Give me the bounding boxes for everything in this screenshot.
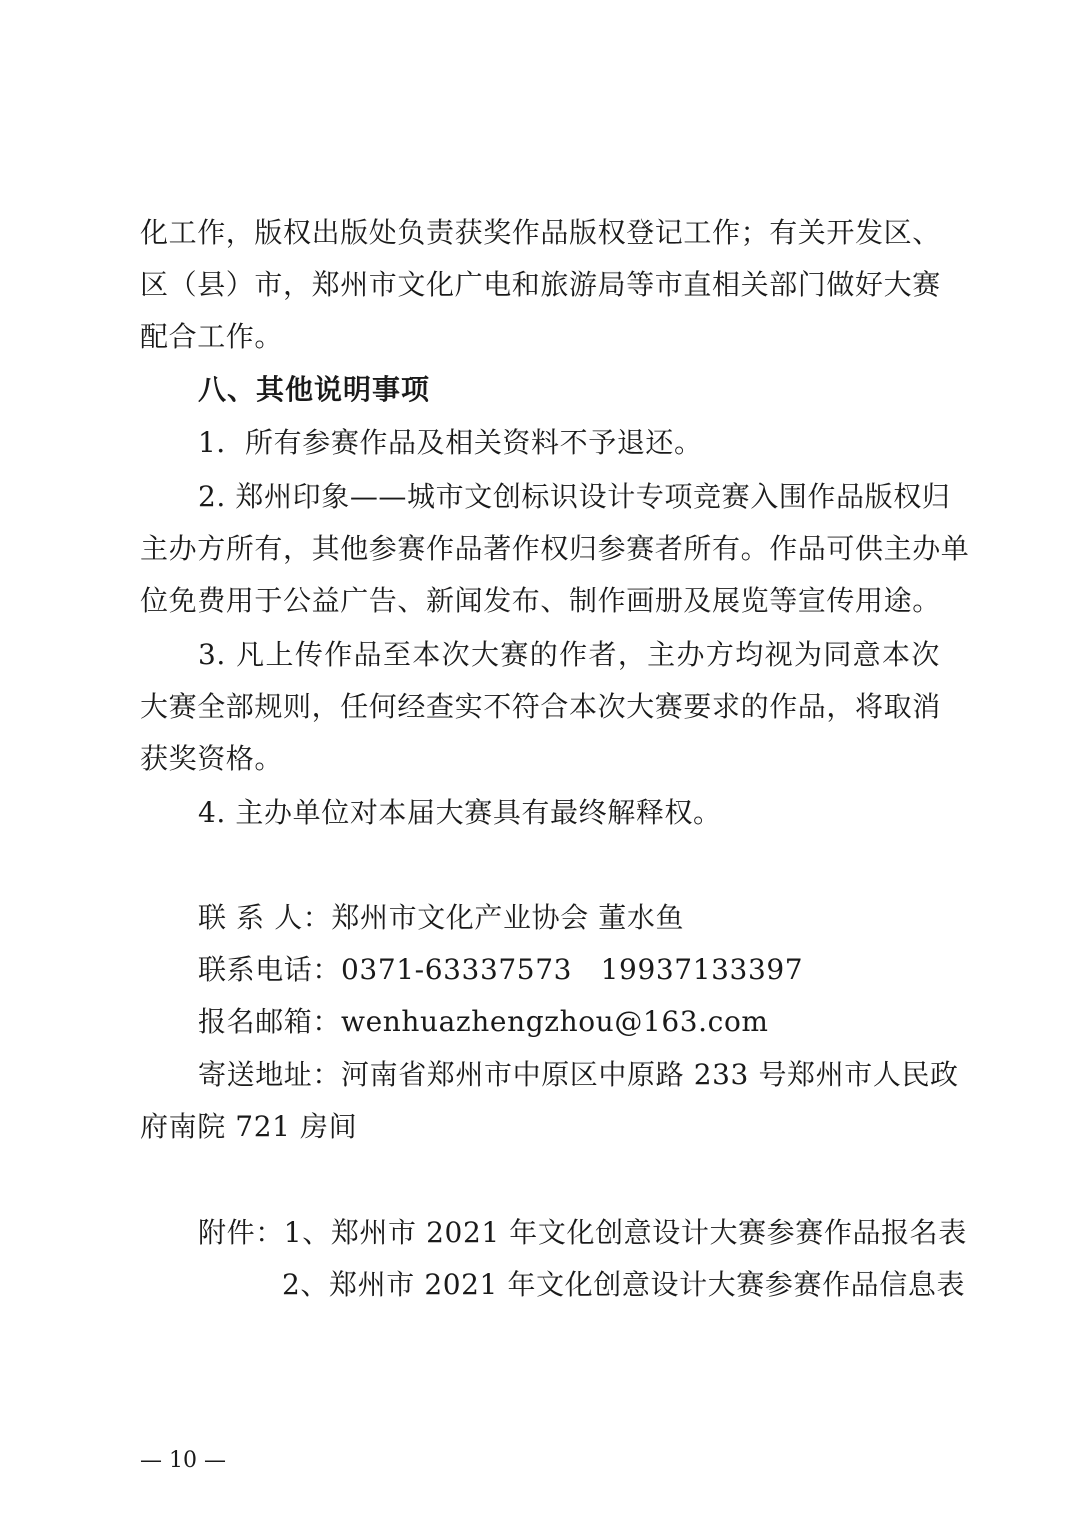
section-7-line-3: 配合工作。	[140, 320, 284, 353]
item-3-line-3: 获奖资格。	[140, 742, 284, 775]
item-2-line-1: 2. 郑州印象——城市文创标识设计专项竞赛入围作品版权归	[198, 480, 951, 513]
item-3-line-1: 3. 凡上传作品至本次大赛的作者，主办方均视为同意本次	[198, 638, 940, 671]
contact-email: 报名邮箱：wenhuazhengzhou@163.com	[198, 1005, 769, 1038]
item-2-line-3: 位免费用于公益广告、新闻发布、制作画册及展览等宣传用途。	[140, 584, 941, 617]
attachment-2: 2、郑州市 2021 年文化创意设计大赛参赛作品信息表	[282, 1268, 966, 1301]
contact-phone: 联系电话：0371-63337573 19937133397	[198, 953, 804, 986]
attachment-1: 附件：1、郑州市 2021 年文化创意设计大赛参赛作品报名表	[198, 1216, 967, 1249]
item-3-line-2: 大赛全部规则，任何经查实不符合本次大赛要求的作品，将取消	[140, 690, 941, 723]
item-1-line-1: 1．所有参赛作品及相关资料不予退还。	[198, 426, 703, 459]
section-7-line-1: 化工作，版权出版处负责获奖作品版权登记工作；有关开发区、	[140, 216, 941, 249]
contact-address-line-1: 寄送地址：河南省郑州市中原区中原路 233 号郑州市人民政	[198, 1058, 959, 1091]
page-number: — 10 —	[140, 1448, 226, 1473]
item-2-line-2: 主办方所有，其他参赛作品著作权归参赛者所有。作品可供主办单	[140, 532, 970, 565]
contact-person: 联 系 人：郑州市文化产业协会 董水鱼	[198, 901, 685, 934]
section-8-heading: 八、其他说明事项	[198, 373, 431, 406]
item-4-line-1: 4. 主办单位对本届大赛具有最终解释权。	[198, 796, 722, 829]
contact-address-line-2: 府南院 721 房间	[140, 1110, 358, 1143]
section-7-line-2: 区（县）市，郑州市文化广电和旅游局等市直相关部门做好大赛	[140, 268, 941, 301]
